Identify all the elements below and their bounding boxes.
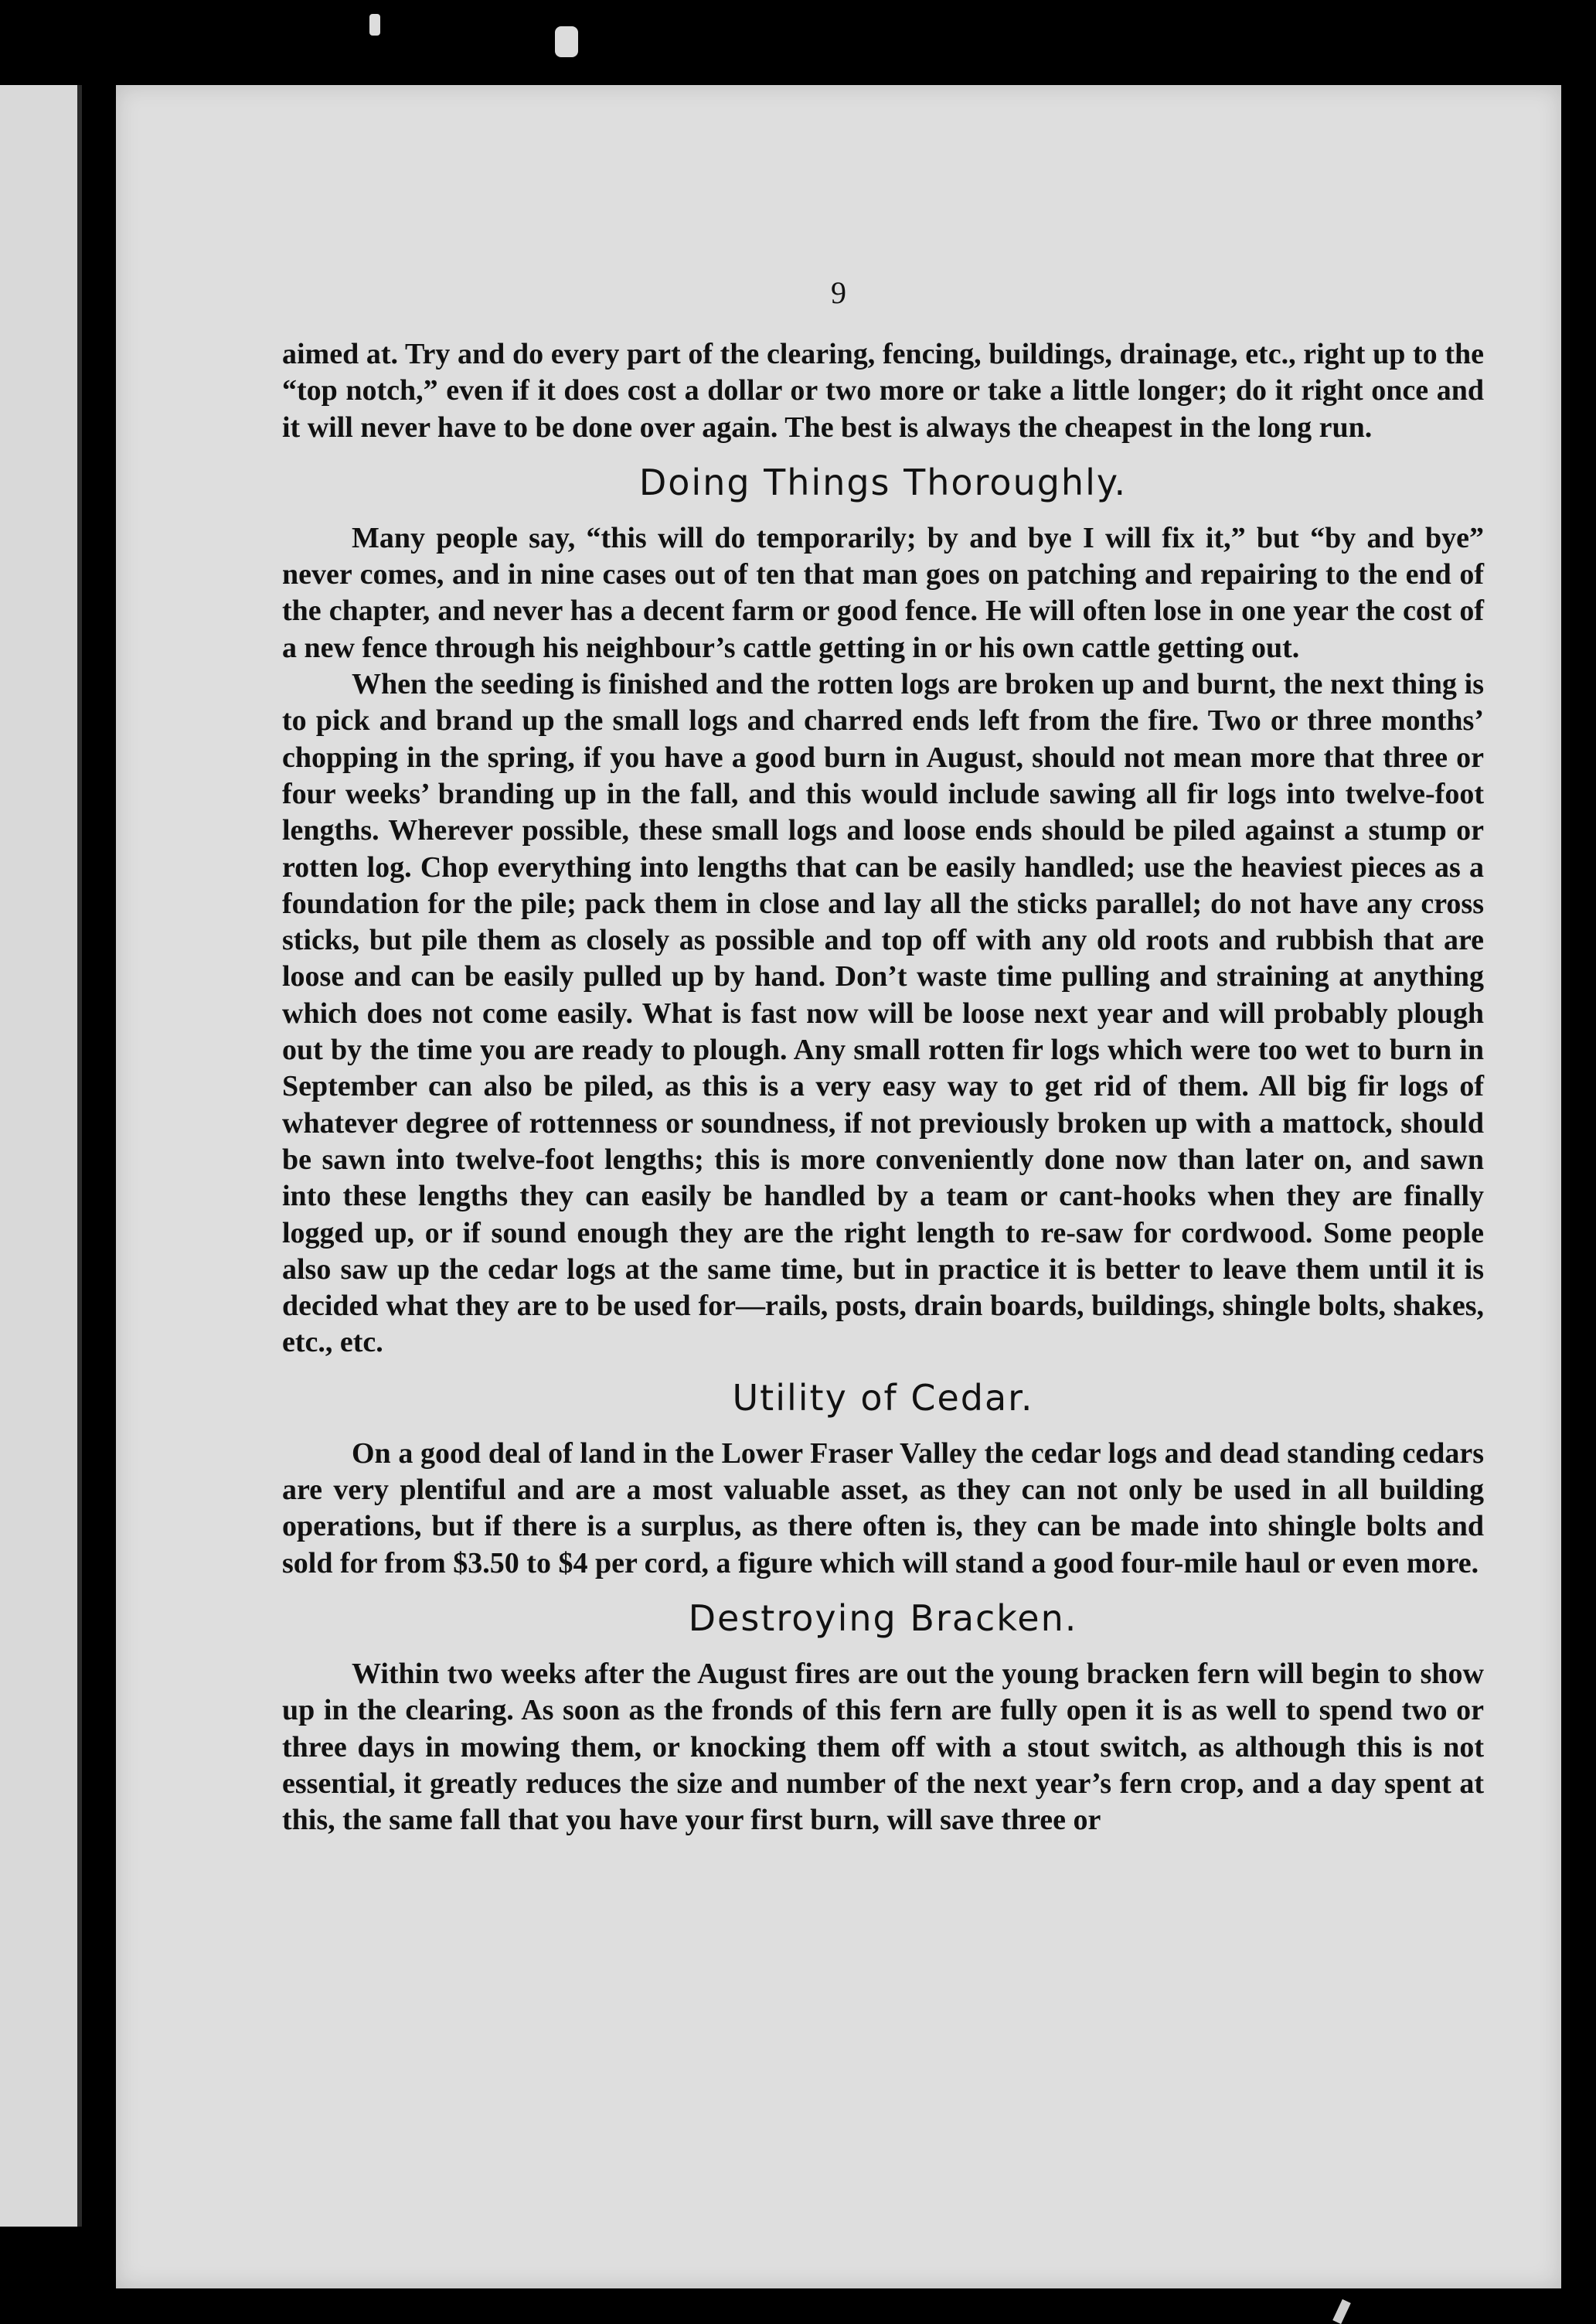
paragraph-temporary-fixes: Many people say, “this will do temporarily; by and bye I will fix it,” but “by and bye” never comes, and in nine cases out of ten that man goes on patching and repairing to the end of the chapter, and never has a decent farm or good fence. He will often lose in one year the cost of a new fence through his neighbour’s cattle getting in or his own cattle getting out.	[282, 521, 1484, 664]
book-page	[116, 85, 1561, 2288]
scan-artifact	[1332, 2299, 1351, 2324]
page-content	[282, 336, 1484, 1838]
section-heading-doing-things-thoroughly: Doing Things Thoroughly.	[638, 461, 1128, 503]
paragraph-bracken: Within two weeks after the August fires are out the young bracken fern will begin to show up in the clearing. As soon as the fronds of this fern are fully open it is as well to spend two or three days in mowing them, or knocking them off with a stout switch, as although this is not essential, it greatly reduces the size and number of the next year’s fern crop, and a day spent at this, the same fall that you have your first burn, will save three or	[282, 1657, 1484, 1837]
scan-artifact	[369, 14, 380, 36]
paragraph-cedar: On a good deal of land in the Lower Fraser Valley the cedar logs and dead standing cedars are very plentiful and are a most valuable asset, as they can not only be used in all building operations, but if there is a surplus, as there often is, they can be made into shingle bolts and sold for from $3.50 to $4 per cord, a figure which will stand a good four-mile haul or even more.	[282, 1436, 1484, 1579]
paragraph-branding-up: When the seeding is finished and the rotten logs are broken up and burnt, the next thing is to pick and brand up the small logs and charred ends left from the fire. Two or three months’ chopping in the spring, if you have a good burn in August, should not mean more that three or four weeks’ branding up in the fall, and this would include sawing all fir logs into twelve-foot lengths. Wherever possible, these small logs and loose ends should be piled against a stump or rotten log. Chop everything into lengths that can be easily handled; use the heaviest pieces as a foundation for the pile; pack them in close and lay all the sticks parallel; do not have any cross sticks, but pile them as closely as possible and top off with any old roots and rubbish that are loose and can be easily pulled up by hand. Don’t waste time pulling and straining at anything which does not come easily. What is fast now will be loose next year and will probably plough out by the time you are ready to plough. Any small rotten fir logs which were too wet to burn in September can also be piled, as this is a very easy way to get rid of them. All big fir logs of whatever degree of rottenness or soundness, if not previously broken up with a mattock, should be sawn into twelve-foot lengths; this is more conveniently done now than later on, and sawn into these lengths they can easily be handled by a team or cant-hooks when they are finally logged up, or if sound enough they are the right length to re-saw for cordwood. Some people also saw up the cedar logs at the same time, but in practice it is better to leave them until it is decided what they are to be used for—rails, posts, drain boards, buildings, shingle bolts, shakes, etc., etc.	[282, 668, 1484, 1359]
previous-page-edge	[0, 85, 82, 2227]
scan-artifact	[555, 26, 578, 57]
section-heading-destroying-bracken: Destroying Bracken.	[688, 1596, 1078, 1639]
paragraph-intro: aimed at. Try and do every part of the clearing, fencing, buildings, drainage, etc., right up to the “top notch,” even if it does cost a dollar or two more or take a little longer; do it right once and it will never have to be done over again. The best is always the cheapest in the long run.	[282, 338, 1484, 444]
section-heading-utility-of-cedar: Utility of Cedar.	[732, 1376, 1034, 1419]
page-number: 9	[831, 275, 846, 310]
